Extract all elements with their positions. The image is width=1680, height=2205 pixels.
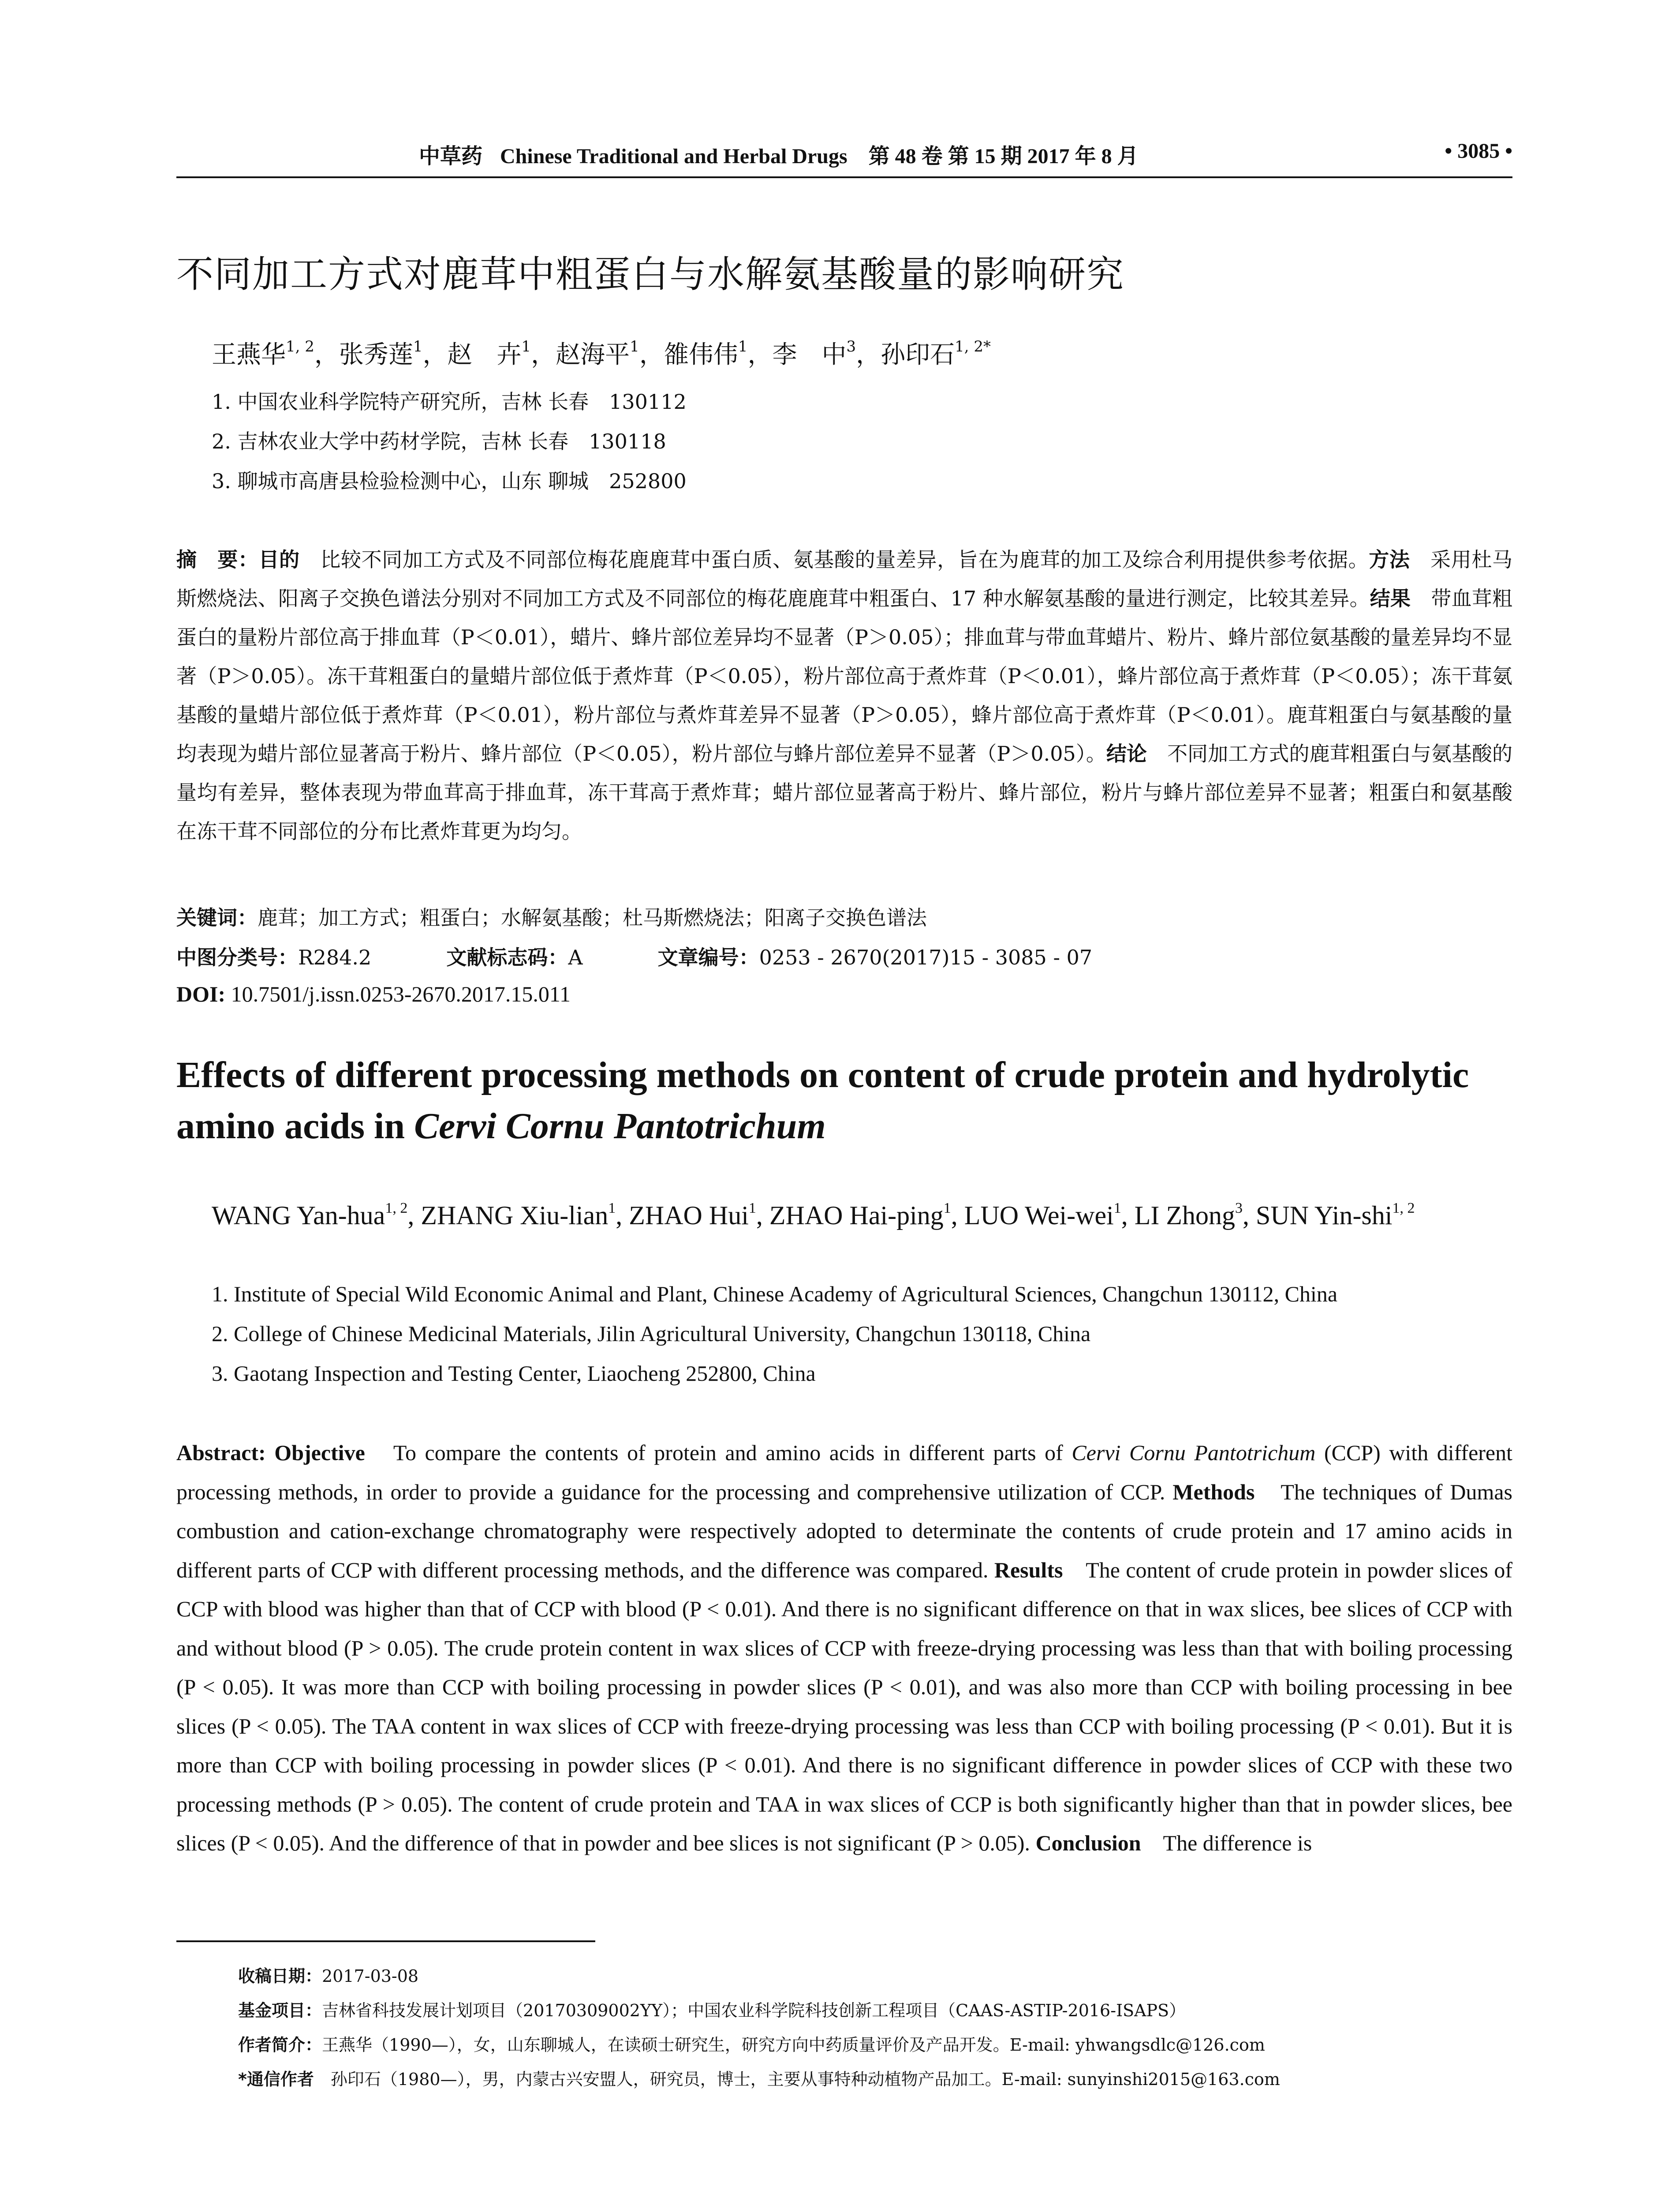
author-name: ZHANG Xiu-lian [421,1201,609,1230]
results-text: 带血茸粗蛋白的量粉片部位高于排血茸（P＜0.01），蜡片、蜂片部位差异均不显著（P＞0.05）；排血茸与带血茸蜡片、粉片、蜂片部位氨基酸的量差异均不显著（P＞0.05）。冻干茸粗蛋白的量蜡片部位低于煮炸茸（P＜0.05），粉片部位高于煮炸茸（P＜0.01），蜂片部位高于煮炸茸（P＜0.05）；冻干茸氨基酸的量蜡片部位低于煮炸茸（P＜0.01），粉片部位与煮炸茸差异不显著（P＞0.05），蜂片部位高于煮炸茸（P＜0.01）。鹿茸粗蛋白与氨基酸的量均表现为蜡片部位显著高于粉片、蜂片部位（P＜0.05），粉片部位与蜂片部位差异不显著（P＞0.05）。 [176,587,1513,766]
results-label: 结果 [1370,587,1411,610]
conclusion-en-label: Conclusion [1035,1831,1141,1855]
author-affiliation-mark: 1, 2 [385,1200,408,1216]
author-separator: ， [856,340,881,369]
author-affiliation-mark: 1 [521,338,531,355]
title-en-italic: Cervi Cornu Pantotrichum [414,1106,826,1147]
affiliation-en-2: 2. College of Chinese Medicinal Materials, Jilin Agricultural University, Changchun 130118, China [212,1321,1091,1346]
clc-label: 中图分类号： [176,946,298,969]
doc-code-value: A [568,946,583,969]
doc-code-label: 文献标志码： [446,946,568,969]
author-list-en [212,1188,1512,1235]
author-separator: ， [639,340,664,369]
objective-text: 比较不同加工方式及不同部位梅花鹿鹿茸中蛋白质、氨基酸的量差异，旨在为鹿茸的加工及综合利用提供参考依据。 [299,548,1369,572]
author-name: 王燕华 [212,340,286,369]
author-separator: ， [314,340,339,369]
author-affiliation-mark: 1 [748,1200,756,1216]
author-separator: ， [747,340,773,369]
objective-en-text-2: (CCP) with different processing methods, in order to provide a guidance for the processing and comprehensive utilization of CCP. [176,1440,1513,1504]
affiliation-cn-3: 3. 聊城市高唐县检验检测中心，山东 聊城 252800 [212,469,687,493]
footnote-received [238,1962,418,1987]
objective-en-italic: Cervi Cornu Pantotrichum [1071,1440,1316,1465]
page-number: • 3085 • [1445,139,1512,163]
footnote-text: 2017-03-08 [322,1966,419,1986]
author-affiliation-mark: 3 [846,338,856,355]
author-name: ZHAO Hai-ping [769,1201,944,1230]
keywords-label: 关键词： [176,906,258,930]
article-number-value: 0253 - 2670(2017)15 - 3085 - 07 [759,946,1093,969]
author-name: SUN Yin-shi [1256,1201,1393,1230]
author-affiliation-mark: 1, 2 [286,338,314,355]
author-separator: ， [531,340,556,369]
header-rule [176,176,1512,178]
title-en-main: Effects of different processing methods on content of crude protein and hydrolytic amino acids in [176,1054,1469,1147]
author-affiliation-mark: 1 [413,338,423,355]
article-title-en [176,1050,1526,1152]
author-affiliation-mark: 1 [630,338,639,355]
author-name: 李 中 [772,340,847,369]
objective-label: 目的 [258,548,300,572]
author-affiliation-mark: 1, 2* [955,338,991,355]
author-separator: , [756,1201,769,1230]
abstract-cn [176,540,1512,851]
keywords-text: 鹿茸；加工方式；粗蛋白；水解氨基酸；杜马斯燃烧法；阳离子交换色谱法 [258,906,927,930]
author-affiliation-mark: 3 [1235,1200,1243,1216]
running-header [176,139,1512,174]
author-affiliation-mark: 1 [1113,1200,1121,1216]
author-name: 雒伟伟 [664,340,738,369]
results-en-text: The content of crude protein in powder slices of CCP with blood was higher than that of CCP with blood (P < 0.01). And there is no significant difference on that in wax slices, bee slices of CCP with and without blood (P > 0.05). The crude protein content in wax slices of CCP with freeze-drying processing was less than that with boiling processing (P < 0.05). It was more than CCP with boiling processing in powder slices (P < 0.01), and was also more than CCP with boiling processing in bee slices (P < 0.05). The TAA content in wax slices of CCP with freeze-drying processing was less than CCP with boiling processing (P < 0.01). But it is more than CCP with boiling processing in powder slices (P < 0.01). And there is no significant difference in powder slices of CCP with these two processing methods (P > 0.05). The content of crude protein and TAA in wax slices of CCP is both significantly higher than that in powder slices, bee slices (P < 0.05). And the difference of that in powder and bee slices is not significant (P > 0.05). [176,1557,1512,1855]
journal-name-cn: 中草药 [419,144,483,168]
article-number-label: 文章编号： [657,946,759,969]
abstract-label: 摘 要： [176,548,259,572]
affiliation-en-3: 3. Gaotang Inspection and Testing Center, Liaocheng 252800, China [212,1361,816,1386]
classification-line [176,942,1092,971]
footnote-author-bio [238,2031,1265,2056]
conclusion-label: 结论 [1106,742,1147,766]
methods-label: 方法 [1369,548,1410,572]
methods-en-text: The techniques of Dumas combustion and cation-exchange chromatography were respectively adopted to determinate the contents of crude protein and 17 amino acids in different parts of CCP with different processing methods, and the difference was compared. [176,1479,1512,1582]
doi-label: DOI: [176,982,226,1006]
author-affiliation-mark: 1 [943,1200,951,1216]
author-affiliation-mark: 1 [738,338,748,355]
author-separator: , [616,1201,629,1230]
footnote-funding [238,1997,1186,2021]
doi-link[interactable]: 10.7501/j.issn.0253-2670.2017.15.011 [225,982,571,1006]
conclusion-en-text: The difference is [1141,1831,1312,1855]
author-name: 孙印石 [881,340,955,369]
author-name: LUO Wei-wei [964,1201,1114,1230]
article-title-cn: 不同加工方式对鹿茸中粗蛋白与水解氨基酸量的影响研究 [176,253,1125,296]
results-en-label: Results [994,1557,1063,1582]
abstract-en-label: Abstract: [176,1440,275,1465]
header-journal [419,139,1139,169]
author-separator: ， [422,340,448,369]
conclusion-text: 不同加工方式的鹿茸粗蛋白与氨基酸的量均有差异，整体表现为带血茸高于排血茸，冻干茸高于煮炸茸；蜡片部位显著高于粉片、蜂片部位，粉片与蜂片部位差异不显著；粗蛋白和氨基酸在冻干茸不同部位的分布比煮炸茸更为均匀。 [176,742,1512,843]
author-affiliation-mark: 1, 2 [1392,1200,1415,1216]
footnote-rule [176,1940,595,1942]
affiliation-en-1: 1. Institute of Special Wild Economic Animal and Plant, Chinese Academy of Agricultural Sciences, Changchun 130112, China [212,1282,1338,1306]
author-name: 张秀莲 [339,340,413,369]
methods-text: 采用杜马斯燃烧法、阳离子交换色谱法分别对不同加工方式及不同部位的梅花鹿鹿茸中粗蛋白、17 种水解氨基酸的量进行测定，比较其差异。 [176,548,1512,610]
author-separator: , [951,1201,964,1230]
author-name: ZHAO Hui [629,1201,749,1230]
author-list-cn [212,335,991,370]
author-separator: , [1121,1201,1135,1230]
footnote-text: 王燕华（1990—），女，山东聊城人，在读硕士研究生，研究方向中药质量评价及产品开发。E-mail: yhwangsdlc@126.com [322,2035,1265,2055]
abstract-en [176,1433,1512,1863]
objective-en-text: To compare the contents of protein and amino acids in different parts of [365,1440,1072,1465]
footnote-corresponding [238,2066,1280,2090]
footnote-label: 作者简介： [238,2035,322,2055]
objective-en-label: Objective [274,1440,365,1465]
author-affiliation-mark: 1 [608,1200,616,1216]
author-name: 赵 卉 [447,340,522,369]
author-separator: , [407,1201,421,1230]
journal-issue-line: Chinese Traditional and Herbal Drugs 第 48 卷 第 15 期 2017 年 8 月 [500,145,1139,168]
methods-en-label: Methods [1172,1479,1255,1504]
affiliation-cn-1: 1. 中国农业科学院特产研究所，吉林 长春 130112 [212,390,687,414]
author-name: 赵海平 [556,340,630,369]
doi-line [176,981,571,1007]
footnote-text: 吉林省科技发展计划项目（20170309002YY）；中国农业科学院科技创新工程项目（CAAS-ASTIP-2016-ISAPS） [322,2001,1186,2020]
clc-value: R284.2 [298,946,372,969]
footnote-label: 收稿日期： [238,1966,322,1986]
footnote-label: 基金项目： [238,2001,322,2020]
footnote-text: 孙印石（1980—），男，内蒙古兴安盟人，研究员，博士，主要从事特种动植物产品加工。E-mail: sunyinshi2015@163.com [314,2070,1280,2089]
affiliation-cn-2: 2. 吉林农业大学中药材学院，吉林 长春 130118 [212,430,666,453]
footnote-label: *通信作者 [238,2070,314,2089]
author-name: LI Zhong [1134,1201,1236,1230]
keywords-line [176,902,927,931]
author-separator: , [1243,1201,1256,1230]
author-name: WANG Yan-hua [212,1201,385,1230]
